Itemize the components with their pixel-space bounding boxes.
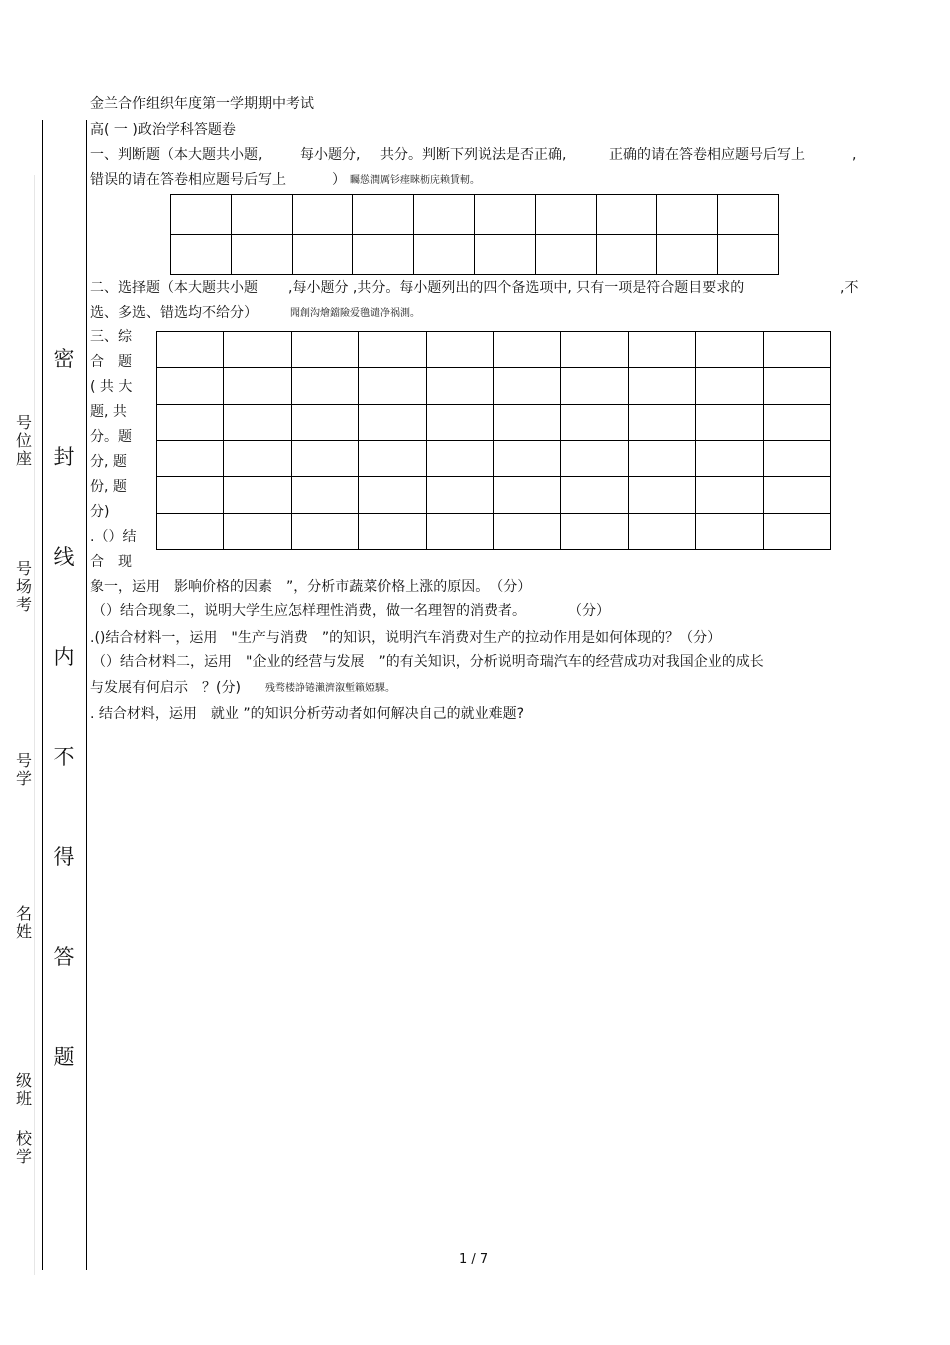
answer-cell[interactable] (493, 477, 560, 513)
section1-line1a: 一、判断题（本大题共小题, (90, 147, 263, 163)
section2-line1a: 二、选择题（本大题共小题 (90, 280, 258, 296)
label-seat-number: 号位座 (15, 413, 32, 468)
grid-row (157, 477, 831, 513)
answer-cell[interactable] (359, 440, 426, 476)
question-5-garbled-text: 残骛楼諍锩瀨濟溆塹籟婭騍。 (265, 683, 395, 694)
answer-cell[interactable] (292, 195, 353, 235)
section3-side-10: 合 现 (90, 554, 132, 570)
seal-char-5: 不 (53, 745, 75, 769)
exam-title: 金兰合作组织年度第一学期期中考试 (90, 96, 314, 112)
answer-cell[interactable] (291, 477, 358, 513)
answer-cell[interactable] (426, 513, 493, 549)
seal-char-6: 得 (53, 845, 75, 869)
seal-char-7: 答 (53, 945, 75, 969)
answer-cell[interactable] (426, 440, 493, 476)
answer-cell[interactable] (224, 477, 291, 513)
section3-side-7: 份, 题 (90, 479, 127, 495)
answer-cell[interactable] (561, 404, 628, 440)
seal-char-8: 题 (53, 1045, 75, 1069)
answer-cell[interactable] (171, 235, 232, 275)
answer-cell[interactable] (696, 332, 763, 368)
section3-side-2: 合 题 (90, 354, 132, 370)
answer-cell[interactable] (535, 195, 596, 235)
answer-cell[interactable] (426, 404, 493, 440)
answer-cell[interactable] (561, 513, 628, 549)
section1-line1d: 正确的请在答卷相应题号后写上 (609, 147, 805, 163)
section3-side-3: ( 共 大 (90, 379, 133, 395)
answer-cell[interactable] (493, 440, 560, 476)
answer-cell[interactable] (561, 440, 628, 476)
answer-cell[interactable] (763, 477, 830, 513)
answer-cell[interactable] (561, 332, 628, 368)
answer-cell[interactable] (561, 477, 628, 513)
grid-row (157, 513, 831, 549)
answer-cell[interactable] (763, 440, 830, 476)
answer-cell[interactable] (224, 404, 291, 440)
answer-cell[interactable] (763, 332, 830, 368)
answer-cell[interactable] (763, 404, 830, 440)
choice-answer-grid (156, 331, 831, 550)
label-exam-room: 号场考 (15, 559, 32, 614)
answer-cell[interactable] (224, 332, 291, 368)
answer-cell[interactable] (157, 332, 224, 368)
answer-cell[interactable] (628, 440, 695, 476)
answer-cell[interactable] (696, 477, 763, 513)
answer-cell[interactable] (763, 513, 830, 549)
answer-cell[interactable] (353, 235, 414, 275)
question-5: 与发展有何启示 ？(分) (90, 680, 241, 696)
section1-line1b: 每小题分, (300, 147, 361, 163)
answer-cell[interactable] (231, 235, 292, 275)
answer-cell[interactable] (493, 332, 560, 368)
answer-cell[interactable] (493, 513, 560, 549)
answer-cell[interactable] (628, 368, 695, 404)
answer-cell[interactable] (353, 195, 414, 235)
answer-cell[interactable] (426, 332, 493, 368)
page-number: 1 / 7 (459, 1252, 489, 1267)
answer-cell[interactable] (628, 477, 695, 513)
seal-char-4: 内 (53, 645, 75, 669)
section2-line1b: ,每小题分 ,共分。每小题列出的四个备选项中, 只有一项是符合题目要求的 (288, 280, 745, 296)
answer-cell[interactable] (474, 235, 535, 275)
answer-cell[interactable] (291, 368, 358, 404)
left-margin-rule-inner (86, 120, 87, 1270)
grid-row (171, 235, 779, 275)
section3-side-8: 分) (90, 504, 110, 520)
answer-cell[interactable] (657, 235, 718, 275)
answer-cell[interactable] (474, 195, 535, 235)
answer-cell[interactable] (157, 404, 224, 440)
question-2: （）结合现象二，说明大学生应怎样理性消费，做一名理智的消费者。 （分） (92, 603, 610, 619)
section1-line2a: 错误的请在答卷相应题号后写上 (90, 172, 286, 188)
section2-garbled-text: 聞創沟燴鐺險爱氇谴净祸測。 (290, 308, 420, 319)
label-class: 级班 (15, 1071, 32, 1108)
answer-cell[interactable] (359, 368, 426, 404)
answer-cell[interactable] (696, 368, 763, 404)
judgement-answer-grid (170, 194, 779, 275)
answer-cell[interactable] (414, 195, 475, 235)
answer-cell[interactable] (291, 404, 358, 440)
section3-side-6: 分, 题 (90, 454, 127, 470)
question-4: （）结合材料二，运用 "企业的经营与发展 ”的有关知识，分析说明奇瑞汽车的经营成功对我国企业的成长 (92, 654, 764, 670)
section1-garbled-text: 矚慫潤厲钐瘗睞枥庑赖賃軔。 (350, 175, 480, 186)
section2-line2a: 选、多选、错选均不给分） (90, 305, 258, 321)
answer-cell[interactable] (224, 440, 291, 476)
answer-cell[interactable] (414, 235, 475, 275)
section1-line2b: ） (332, 172, 346, 188)
answer-cell[interactable] (224, 368, 291, 404)
left-margin-rule-outer (42, 120, 43, 1270)
section3-side-4: 题, 共 (90, 404, 127, 420)
answer-cell[interactable] (628, 332, 695, 368)
answer-cell[interactable] (426, 368, 493, 404)
answer-cell[interactable] (763, 368, 830, 404)
answer-cell[interactable] (292, 235, 353, 275)
seal-char-2: 封 (53, 445, 75, 469)
label-student-id: 号学 (15, 751, 32, 788)
answer-cell[interactable] (657, 195, 718, 235)
question-6: . 结合材料，运用 就业 ”的知识分析劳动者如何解决自己的就业难题? (90, 706, 525, 722)
answer-cell[interactable] (493, 404, 560, 440)
answer-cell[interactable] (157, 368, 224, 404)
question-1: 象一，运用 影响价格的因素 ”，分析市蔬菜价格上涨的原因。 （分） (90, 579, 532, 595)
answer-cell[interactable] (359, 513, 426, 549)
answer-cell[interactable] (628, 404, 695, 440)
answer-cell[interactable] (596, 235, 657, 275)
subject-title: 高( 一 )政治学科答题卷 (90, 122, 236, 138)
answer-cell[interactable] (359, 332, 426, 368)
section3-side-1: 三、综 (90, 329, 132, 345)
answer-cell[interactable] (426, 477, 493, 513)
faint-edge-rule (34, 175, 35, 1275)
answer-cell[interactable] (718, 235, 779, 275)
section2-line1c: ,不 (840, 280, 859, 296)
section1-line1c: 共分。判断下列说法是否正确, (380, 147, 567, 163)
answer-cell[interactable] (291, 332, 358, 368)
grid-row (171, 195, 779, 235)
answer-cell[interactable] (359, 477, 426, 513)
answer-cell[interactable] (157, 513, 224, 549)
answer-cell[interactable] (291, 513, 358, 549)
answer-cell[interactable] (231, 195, 292, 235)
answer-cell[interactable] (157, 477, 224, 513)
answer-cell[interactable] (628, 513, 695, 549)
grid-row (157, 440, 831, 476)
answer-cell[interactable] (291, 440, 358, 476)
answer-cell[interactable] (535, 235, 596, 275)
label-school: 校学 (15, 1129, 32, 1166)
answer-cell[interactable] (696, 440, 763, 476)
section3-side-9: .（）结 (90, 529, 137, 545)
seal-char-1: 密 (53, 347, 75, 371)
answer-cell[interactable] (359, 404, 426, 440)
answer-cell[interactable] (493, 368, 560, 404)
section3-side-5: 分。题 (90, 429, 132, 445)
answer-cell[interactable] (696, 513, 763, 549)
section1-line1e: , (852, 147, 857, 163)
answer-cell[interactable] (561, 368, 628, 404)
answer-cell[interactable] (224, 513, 291, 549)
answer-cell[interactable] (718, 195, 779, 235)
grid-row (157, 368, 831, 404)
grid-row (157, 404, 831, 440)
answer-cell[interactable] (171, 195, 232, 235)
answer-cell[interactable] (696, 404, 763, 440)
answer-cell[interactable] (157, 440, 224, 476)
seal-char-3: 线 (53, 545, 75, 569)
label-name: 名姓 (15, 904, 32, 941)
question-3: .()结合材料一，运用 "生产与消费 ”的知识，说明汽车消费对生产的拉动作用是如何体现的？（分） (90, 630, 722, 646)
grid-row (157, 332, 831, 368)
answer-cell[interactable] (596, 195, 657, 235)
